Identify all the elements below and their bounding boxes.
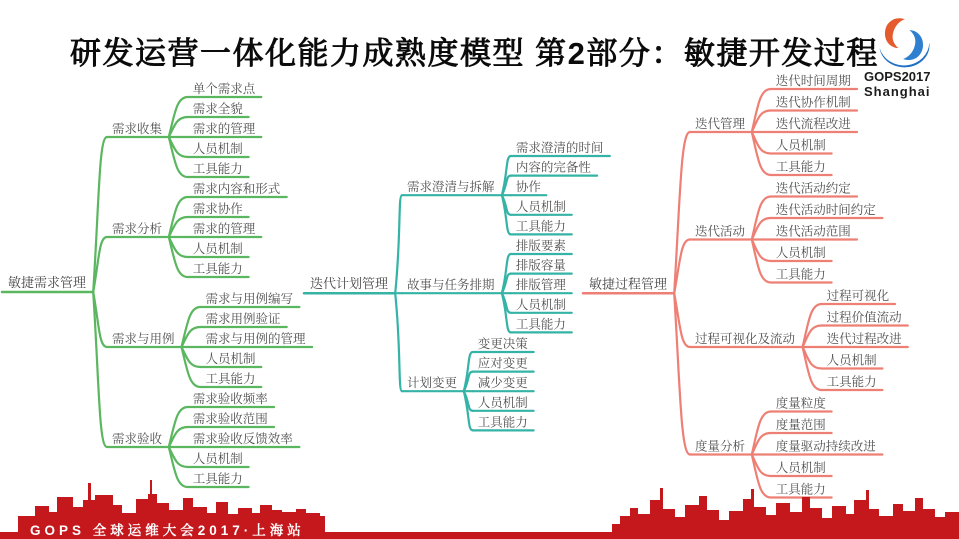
leaf-node-label: 需求用例验证 (205, 312, 281, 326)
branch-node-label: 故事与任务排期 (407, 278, 495, 293)
leaf-node-label: 度量范围 (775, 418, 826, 432)
leaf-node-label: 减少变更 (477, 376, 528, 391)
leaf-node-label: 工具能力 (192, 262, 243, 276)
skyline-block (663, 509, 675, 539)
leaf-node-label: 人员机制 (515, 297, 566, 312)
leaf-node-label: 人员机制 (775, 246, 826, 260)
skyline-block (699, 496, 707, 539)
leaf-node-label: 需求的管理 (192, 122, 256, 136)
leaf-node-label: 人员机制 (205, 352, 256, 366)
skyline-block (650, 500, 660, 539)
leaf-node-label: 排版要素 (515, 239, 566, 253)
leaf-node-label: 迭代活动约定 (775, 181, 851, 196)
skyline-block (822, 518, 832, 539)
leaf-node-label: 迭代协作机制 (775, 95, 851, 110)
skyline-block (832, 506, 846, 539)
skyline-block (719, 520, 729, 539)
leaf-node-label: 需求协作 (192, 202, 243, 216)
skyline-block (754, 507, 766, 539)
skyline-block (766, 515, 776, 539)
skyline-block (751, 489, 754, 539)
branch-node-label: 需求澄清与拆解 (407, 180, 495, 195)
leaf-node-label: 人员机制 (775, 138, 826, 153)
skyline-block (935, 517, 945, 539)
leaf-node-label: 人员机制 (826, 353, 877, 368)
leaf-node-label: 过程可视化 (826, 289, 890, 303)
skyline-block (846, 514, 854, 539)
leaf-node-label: 工具能力 (192, 162, 243, 176)
branch-node-label: 需求与用例 (112, 332, 175, 346)
leaf-node-label: 需求验收范围 (192, 412, 268, 426)
slide-title: 研发运营一体化能力成熟度模型 第2部分：敏捷开发过程 (70, 36, 879, 71)
branch-node-label: 需求分析 (112, 222, 163, 236)
branch-node-label: 过程可视化及流动 (695, 332, 796, 346)
leaf-node-label: 需求与用例编写 (205, 292, 294, 306)
leaf-node-label: 内容的完备性 (515, 160, 591, 175)
root-node-label: 敏捷过程管理 (589, 276, 668, 292)
leaf-node-label: 工具能力 (192, 472, 243, 486)
skyline-block (903, 511, 915, 539)
leaf-node-label: 人员机制 (192, 452, 243, 466)
leaf-node-label: 人员机制 (515, 199, 566, 214)
logo-text-line2: Shanghai (864, 84, 931, 99)
leaf-node-label: 度量粒度 (775, 396, 826, 411)
skyline-block (854, 500, 866, 539)
leaf-node-label: 应对变更 (477, 356, 528, 371)
leaf-node-label: 需求的管理 (192, 222, 256, 236)
leaf-node-label: 变更决策 (477, 337, 528, 351)
leaf-node-label: 工具能力 (477, 415, 528, 430)
leaf-node-label: 工具能力 (515, 317, 566, 332)
leaf-node-label: 工具能力 (775, 482, 826, 497)
skyline-block (306, 513, 320, 539)
skyline-block (675, 517, 685, 539)
skyline-block (743, 499, 751, 539)
leaf-node-label: 工具能力 (826, 375, 877, 389)
leaf-node-label: 迭代流程改进 (775, 117, 851, 131)
branch-node-label: 迭代活动 (695, 224, 746, 239)
skyline-block (638, 514, 650, 539)
skyline-block (707, 510, 719, 539)
logo-text-line1: GOPS2017 (864, 69, 931, 84)
skyline-block (802, 497, 810, 539)
root-node-label: 迭代计划管理 (310, 276, 389, 292)
leaf-node-label: 工具能力 (515, 219, 566, 234)
leaf-node-label: 需求全貌 (192, 102, 243, 116)
leaf-node-label: 迭代活动时间约定 (775, 203, 876, 217)
skyline-block (620, 516, 630, 539)
skyline-block (729, 511, 743, 539)
leaf-node-label: 人员机制 (775, 461, 826, 475)
footer-banner-text: GOPS 全球运维大会2017·上海站 (30, 523, 305, 538)
leaf-node-label: 单个需求点 (192, 82, 256, 96)
skyline-block (685, 505, 699, 539)
skyline-block (923, 509, 935, 539)
skyline-block (776, 503, 790, 539)
branch-node-label: 需求收集 (112, 122, 163, 136)
leaf-node-label: 需求澄清的时间 (515, 141, 604, 155)
leaf-node-label: 迭代时间周期 (775, 74, 851, 88)
branch-node-label: 迭代管理 (695, 117, 746, 131)
root-node-label: 敏捷需求管理 (8, 275, 87, 290)
leaf-node-label: 迭代活动范围 (775, 224, 851, 239)
leaf-node-label: 需求与用例的管理 (205, 332, 306, 346)
leaf-node-label: 过程价值流动 (826, 310, 902, 325)
leaf-node-label: 工具能力 (775, 160, 826, 174)
skyline-block (866, 490, 869, 539)
leaf-node-label: 人员机制 (192, 142, 243, 156)
branch-node-label: 度量分析 (695, 439, 746, 454)
leaf-node-label: 需求验收频率 (192, 392, 268, 406)
skyline-block (869, 509, 879, 539)
leaf-node-label: 人员机制 (192, 242, 243, 256)
leaf-node-label: 工具能力 (205, 372, 256, 386)
leaf-node-label: 人员机制 (477, 395, 528, 410)
skyline-block (660, 488, 663, 539)
leaf-node-label: 排版管理 (515, 278, 566, 293)
leaf-node-label: 协作 (515, 180, 541, 195)
leaf-node-label: 迭代过程改进 (826, 332, 902, 346)
branch-node-label: 计划变更 (407, 376, 458, 391)
skyline-block (945, 512, 959, 539)
skyline-block (879, 516, 893, 539)
skyline-block (612, 524, 620, 539)
leaf-node-label: 需求验收反馈效率 (192, 432, 293, 446)
leaf-node-label: 需求内容和形式 (192, 182, 281, 196)
leaf-node-label: 度量驱动持续改进 (775, 439, 876, 454)
skyline-block (630, 508, 638, 539)
skyline-block (790, 512, 802, 539)
leaf-node-label: 工具能力 (775, 267, 826, 282)
skyline-block (810, 508, 822, 539)
leaf-node-label: 排版容量 (515, 258, 566, 273)
skyline-block (915, 498, 923, 539)
branch-node-label: 需求验收 (112, 432, 163, 446)
skyline-block (893, 504, 903, 539)
